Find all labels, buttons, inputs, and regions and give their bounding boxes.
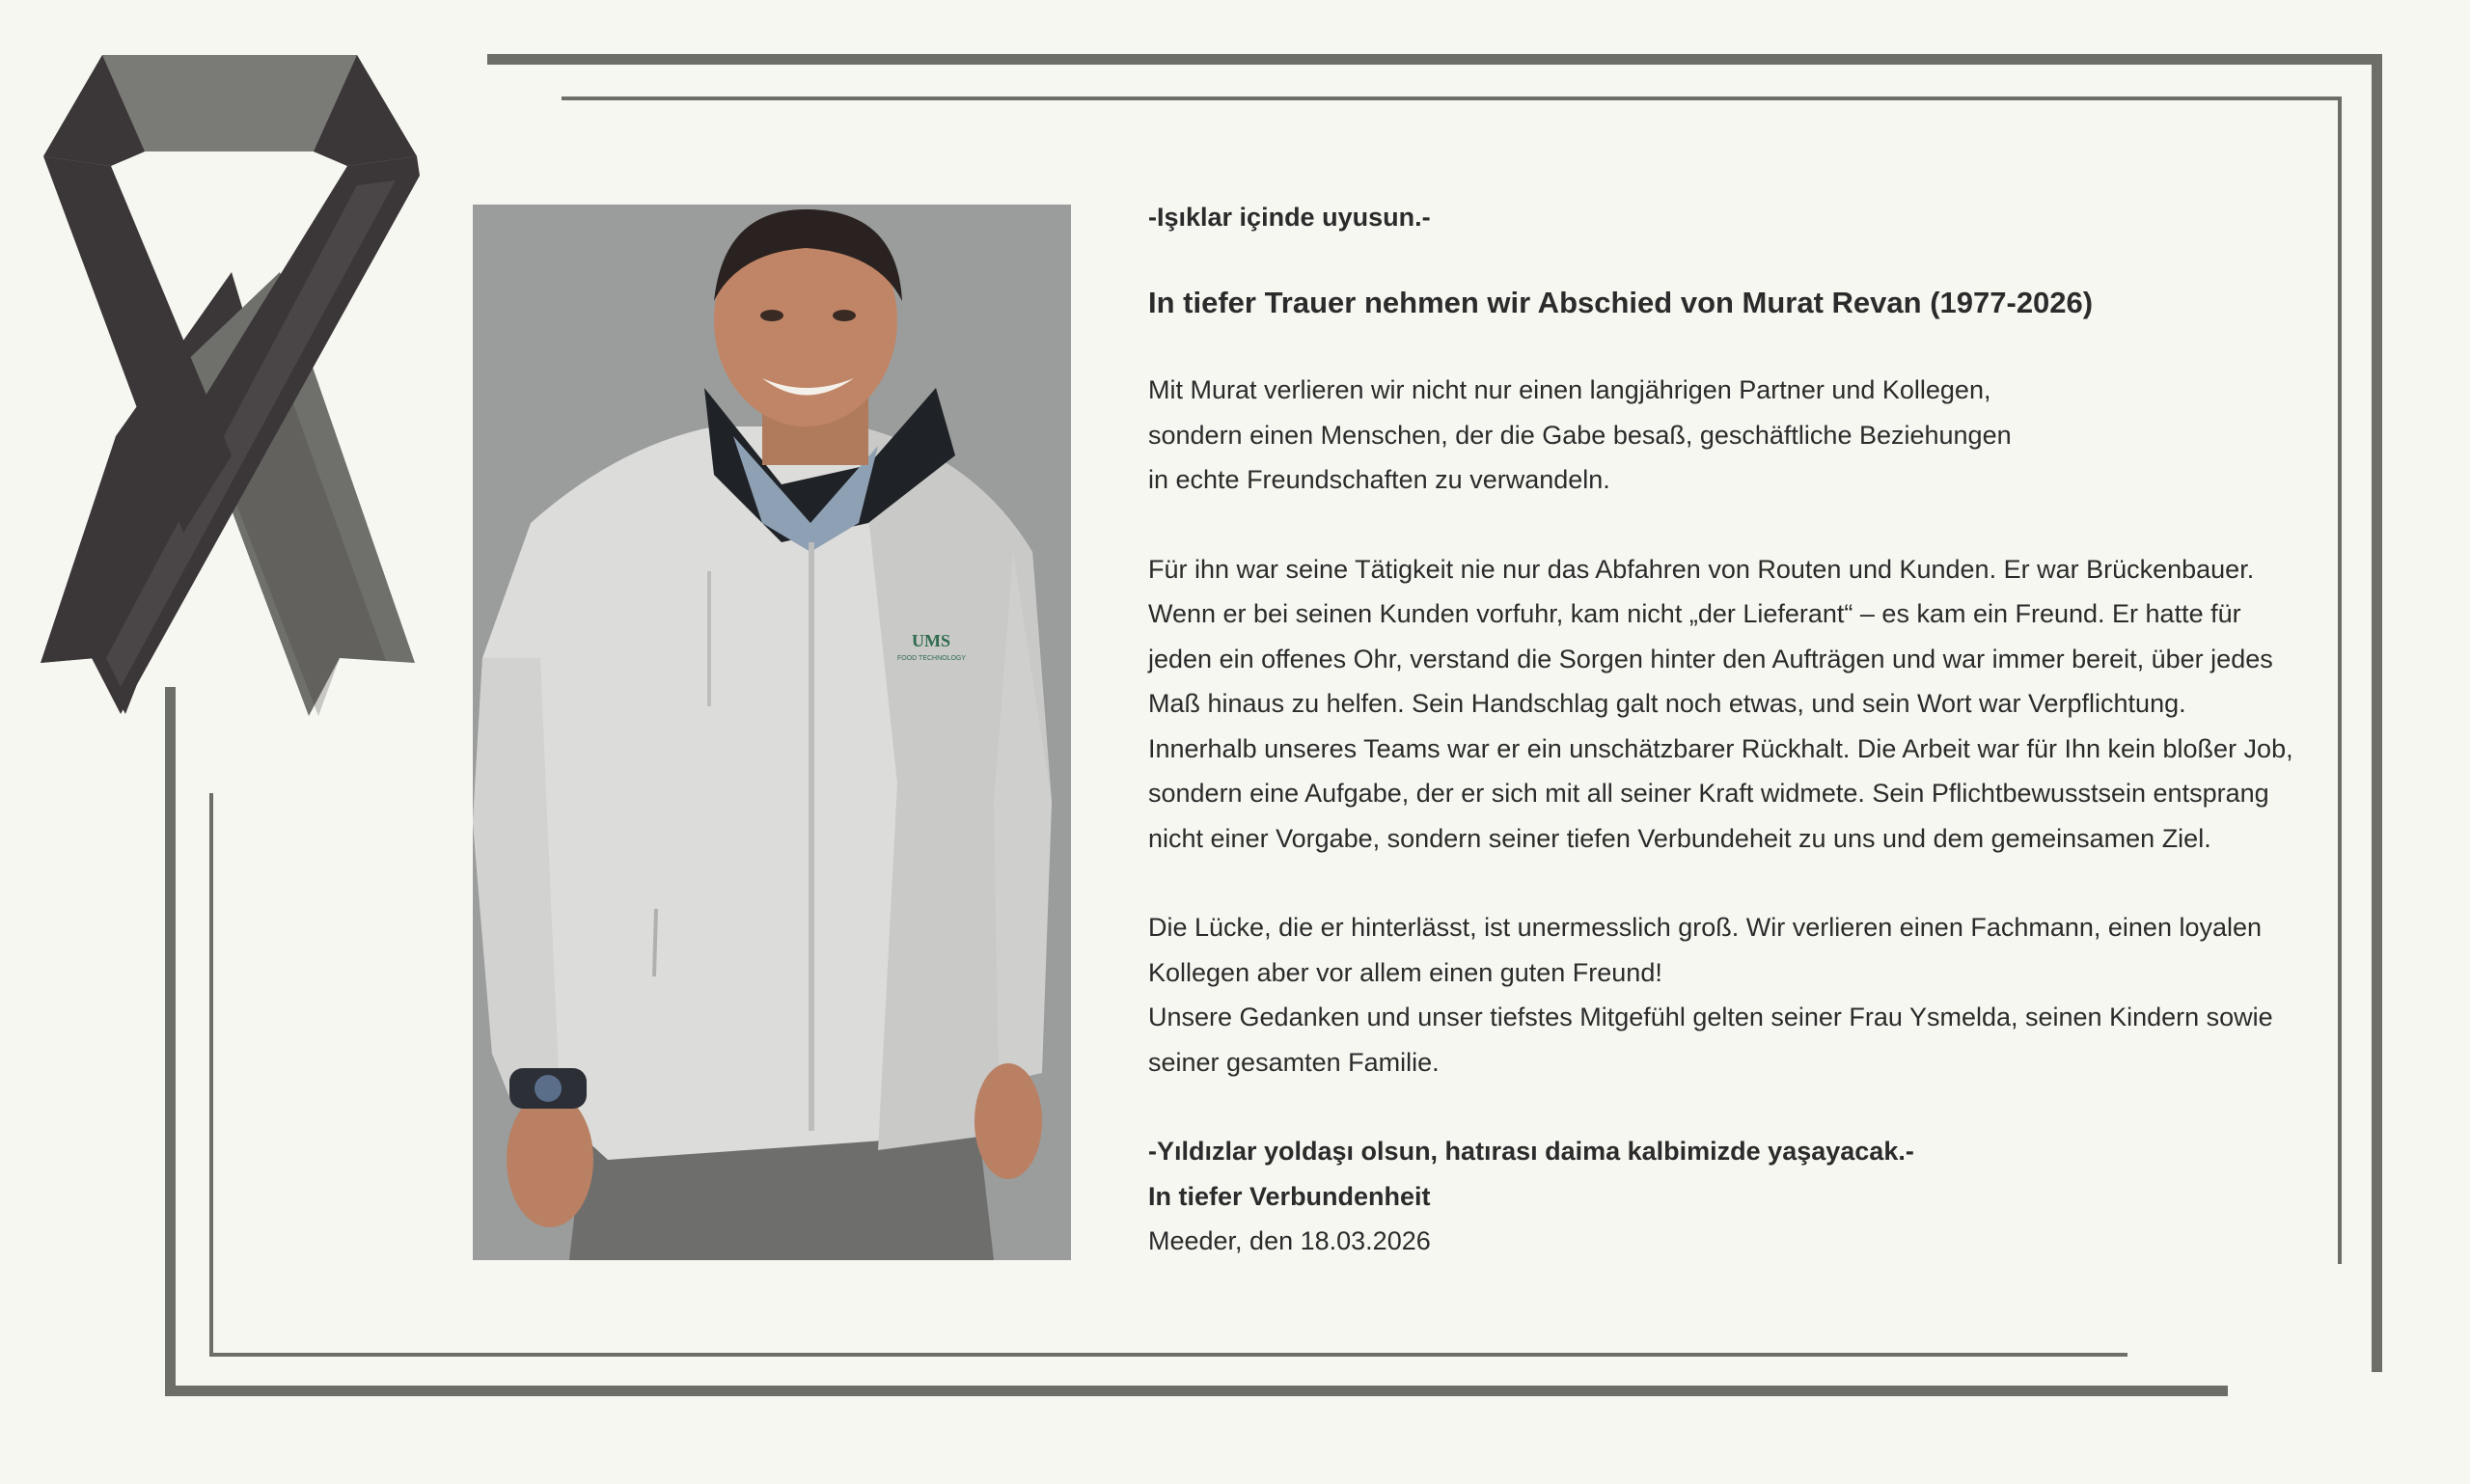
obituary-headline: In tiefer Trauer nehmen wir Abschied von Murat Revan (1977-2026) xyxy=(1148,285,2094,319)
side-pocket-seam xyxy=(654,909,656,976)
frame-outer-bottom xyxy=(165,1386,2228,1396)
obituary-text xyxy=(1148,195,2335,1264)
left-hand xyxy=(507,1092,593,1227)
jacket-logo-subtext: FOOD TECHNOLOGY xyxy=(897,655,967,662)
jacket-zipper xyxy=(809,542,814,1131)
right-hand xyxy=(974,1063,1042,1179)
opening-line: -Işıklar içinde uyusun.- xyxy=(1148,203,1431,232)
frame-outer-top xyxy=(487,54,2382,65)
jacket-logo: UMS xyxy=(912,631,950,650)
paragraph1-line: sondern einen Menschen, der die Gabe besaß, geschäftliche Beziehungen xyxy=(1148,420,2012,450)
paragraph3-line: Kollegen aber vor allem einen guten Freund! xyxy=(1148,957,1662,987)
paragraph1-line: Mit Murat verlieren wir nicht nur einen langjährigen Partner und Kollegen, xyxy=(1148,375,1991,404)
paragraph3-line: Die Lücke, die er hinterlässt, ist unermesslich groß. Wir verlieren einen Fachmann, einen loyalen xyxy=(1148,913,2263,942)
paragraph2-line: Maß hinaus zu helfen. Sein Handschlag galt noch etwas, und sein Wort war Verpflichtung. xyxy=(1148,689,2186,718)
frame-outer-left xyxy=(165,687,176,1396)
frame-inner-top xyxy=(562,96,2342,100)
paragraph2-line: Wenn er bei seinen Kunden vorfuhr, kam nicht „der Lieferant“ – es kam ein Freund. Er hatte für xyxy=(1148,599,2241,628)
paragraph3-line: seiner gesamten Familie. xyxy=(1148,1047,1440,1077)
paragraph2-line: Innerhalb unseres Teams war er ein unschätzbarer Rückhalt. Die Arbeit war für Ihn kein bloßer Job, xyxy=(1148,733,2293,763)
place-date: Meeder, den 18.03.2026 xyxy=(1148,1226,1431,1255)
black-mourning-ribbon-icon xyxy=(39,50,425,726)
portrait-illustration xyxy=(473,205,1071,1260)
eye-right xyxy=(833,310,856,321)
frame-inner-left xyxy=(209,793,213,1357)
eye-left xyxy=(760,310,783,321)
frame-inner-right xyxy=(2338,96,2342,1264)
portrait-photo xyxy=(473,205,1071,1260)
signoff: In tiefer Verbundenheit xyxy=(1148,1181,1431,1211)
paragraph2-line: nicht einer Vorgabe, sondern seiner tiefen Verbundeheit zu uns und dem gemeinsamen Ziel. xyxy=(1148,823,2211,853)
paragraph2-line: jeden ein offenes Ohr, verstand die Sorgen hinter den Aufträgen und war immer bereit, über jedes xyxy=(1148,644,2273,673)
paragraph2-line: Für ihn war seine Tätigkeit nie nur das Abfahren von Routen und Kunden. Er war Brückenbauer. xyxy=(1148,554,2255,584)
frame-outer-right xyxy=(2372,54,2382,1372)
paragraph2-line: sondern eine Aufgabe, der er sich mit all seiner Kraft widmete. Sein Pflichtbewusstsein entsprang xyxy=(1148,779,2269,808)
closing-line: -Yıldızlar yoldaşı olsun, hatırası daima kalbimizde yaşayacak.- xyxy=(1148,1137,1914,1166)
frame-inner-bottom xyxy=(209,1353,2127,1357)
paragraph1-line: in echte Freundschaften zu verwandeln. xyxy=(1148,465,1610,494)
paragraph3-line: Unsere Gedanken und unser tiefstes Mitgefühl gelten seiner Frau Ysmelda, seinen Kindern sowie xyxy=(1148,1003,2273,1031)
